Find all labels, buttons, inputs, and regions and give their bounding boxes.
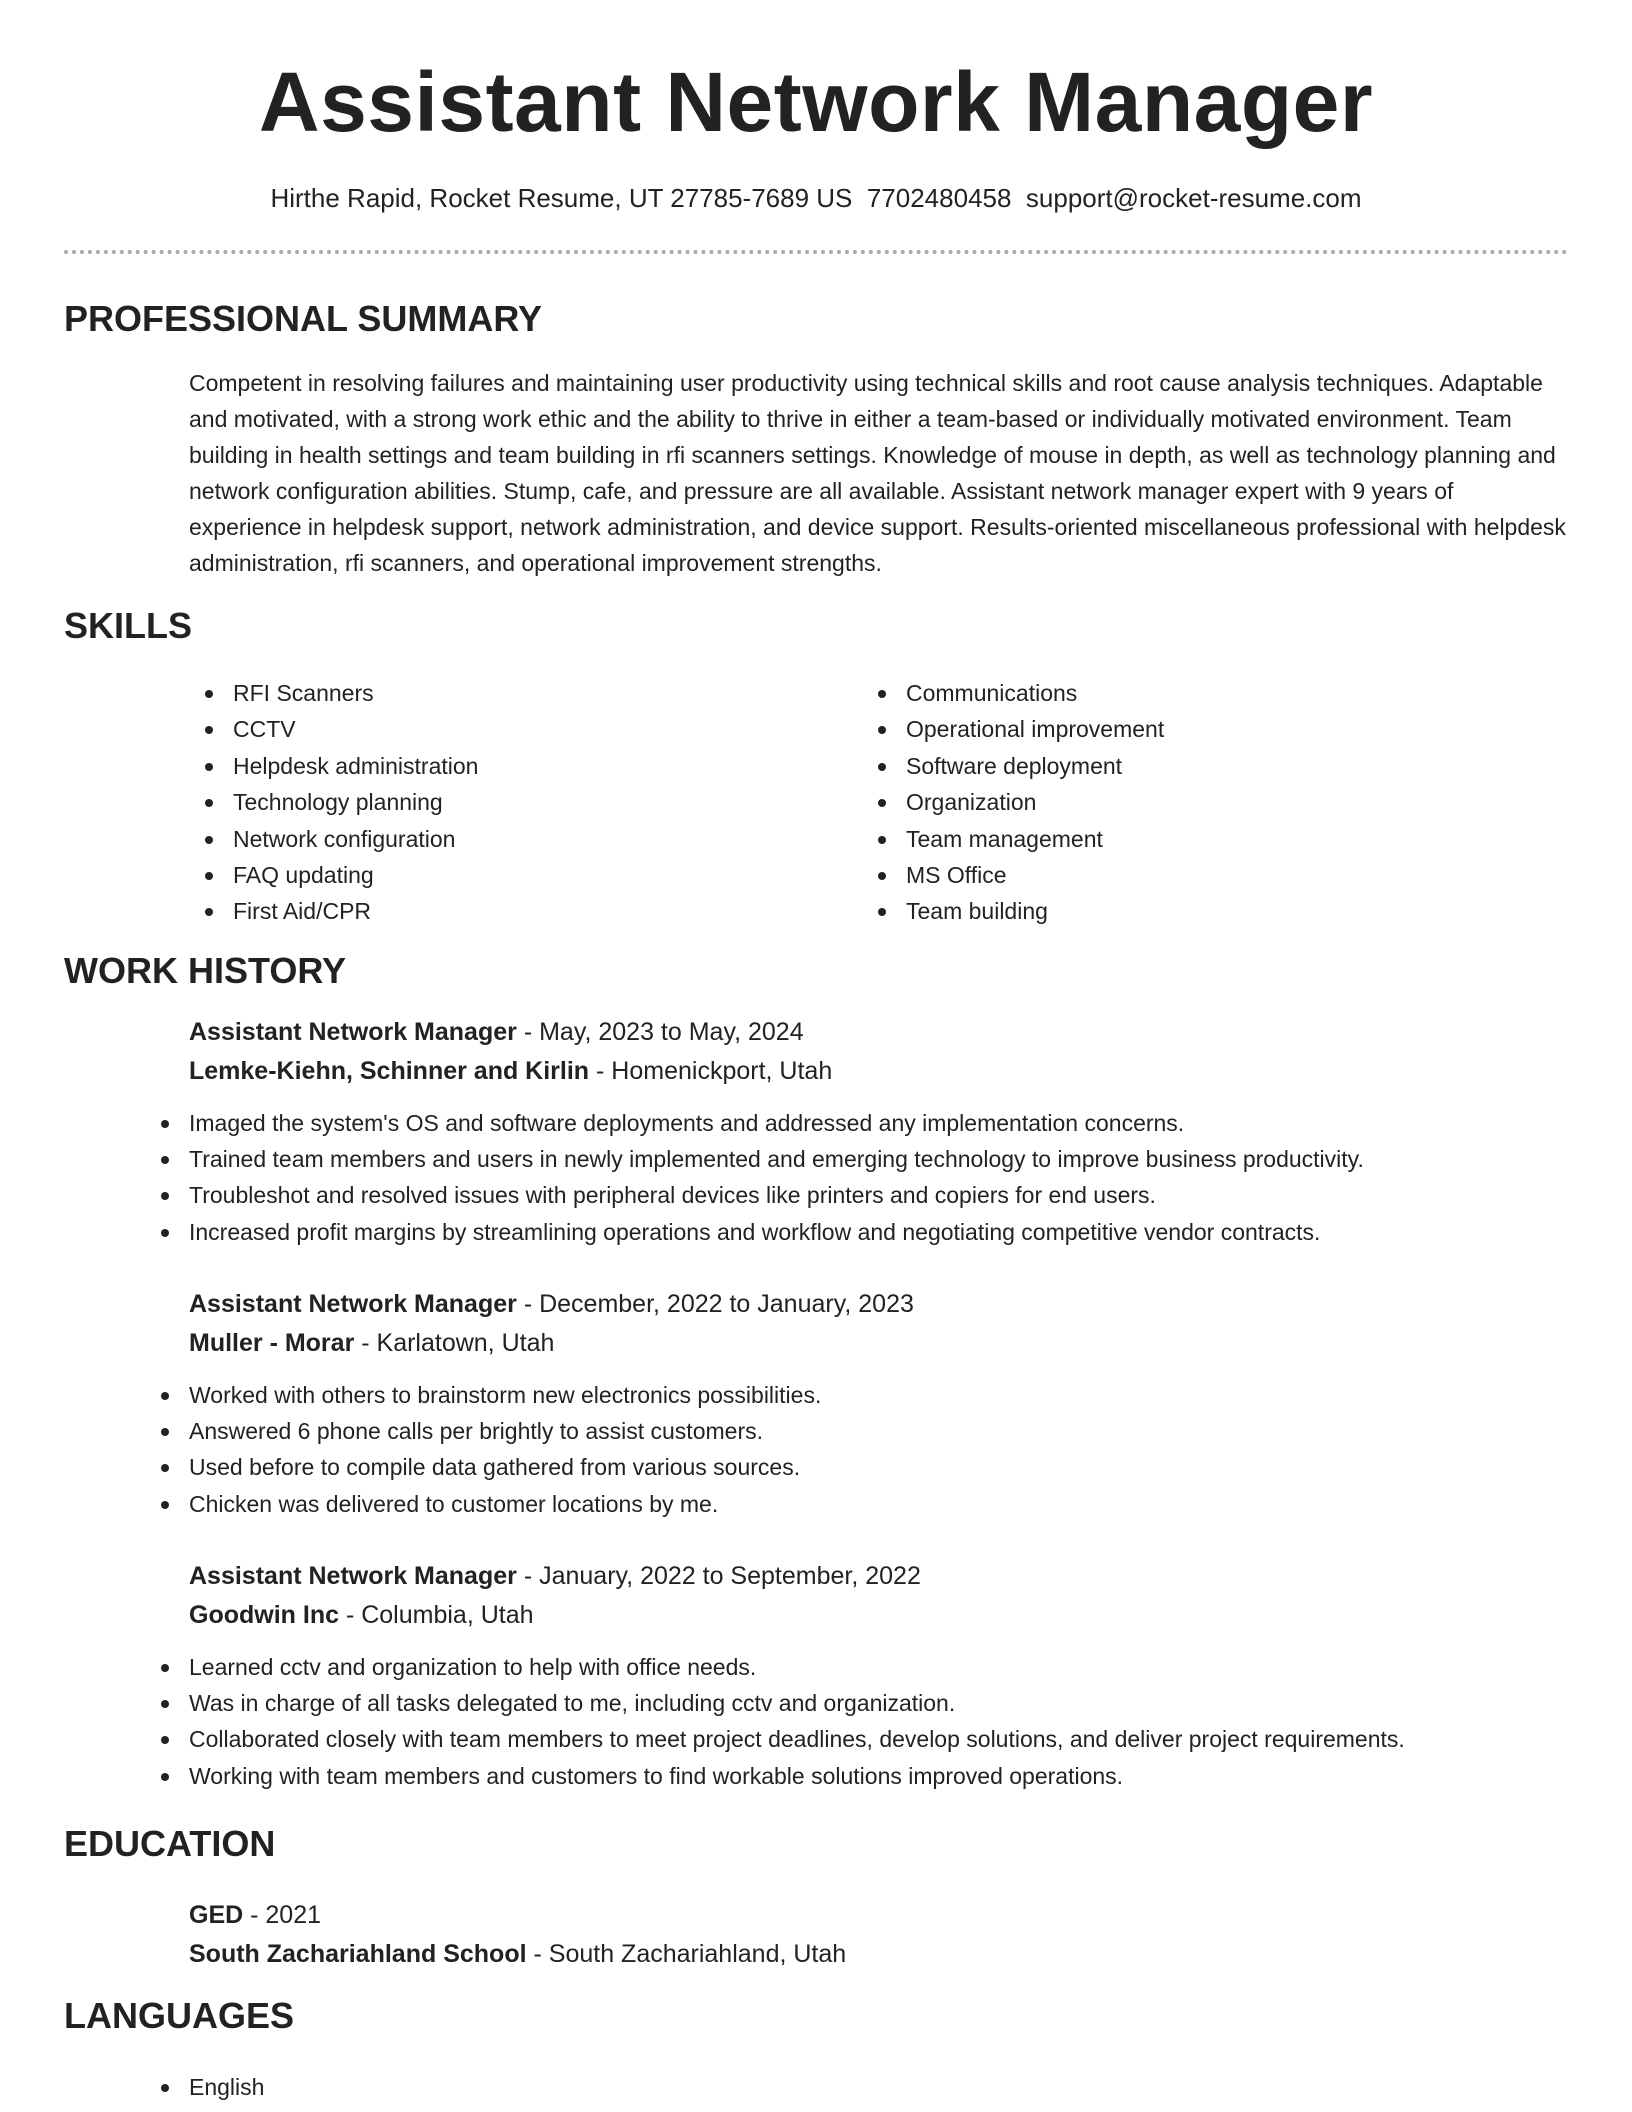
bullet-icon <box>161 1229 169 1237</box>
bullet-icon <box>161 1156 169 1164</box>
education-heading: EDUCATION <box>64 1823 276 1864</box>
skill-item: RFI Scanners <box>189 675 478 711</box>
job-title: Assistant Network Manager <box>189 1290 517 1318</box>
contact-address: Hirthe Rapid, Rocket Resume, UT 27785-7689 US <box>270 183 853 213</box>
skills-list-right <box>862 675 1164 930</box>
skill-item: Team building <box>862 893 1164 929</box>
bullet-icon <box>205 726 213 734</box>
bullet-icon <box>161 1501 169 1509</box>
skill-item: MS Office <box>862 857 1164 893</box>
job-entry <box>189 1013 1589 1250</box>
skill-item: FAQ updating <box>189 857 478 893</box>
education-entry <box>189 1896 1589 1974</box>
job-bullet: Increased profit margins by streamlining operations and workflow and negotiating competitive vendor contracts. <box>145 1214 1589 1250</box>
education-degree: GED <box>189 1901 244 1929</box>
bullet-icon <box>205 690 213 698</box>
bullet-icon <box>205 763 213 771</box>
bullet-icon <box>161 1192 169 1200</box>
education-degree-line <box>189 1896 1589 1935</box>
skill-item: Communications <box>862 675 1164 711</box>
job-bullets <box>145 1377 1589 1522</box>
bullet-icon <box>878 908 886 916</box>
bullet-icon <box>878 799 886 807</box>
job-bullet: Trained team members and users in newly implemented and emerging technology to improve business productivity. <box>145 1141 1589 1177</box>
job-title: Assistant Network Manager <box>189 1018 517 1046</box>
languages-list <box>145 2069 264 2105</box>
bullet-icon <box>205 908 213 916</box>
job-company: Lemke-Kiehn, Schinner and Kirlin <box>189 1057 590 1085</box>
job-bullets <box>145 1105 1589 1250</box>
job-dates: - December, 2022 to January, 2023 <box>516 1290 914 1318</box>
skill-item: Software deployment <box>862 748 1164 784</box>
job-company-line <box>189 1324 1589 1363</box>
bullet-icon <box>878 726 886 734</box>
job-bullet: Imaged the system's OS and software deployments and addressed any implementation concerns. <box>145 1105 1589 1141</box>
bullet-icon <box>878 690 886 698</box>
summary-heading: PROFESSIONAL SUMMARY <box>64 298 543 339</box>
skill-item: Organization <box>862 784 1164 820</box>
job-entry <box>189 1285 1589 1522</box>
job-entry <box>189 1557 1589 1794</box>
job-location: - Columbia, Utah <box>339 1601 534 1629</box>
bullet-icon <box>161 2084 169 2092</box>
bullet-icon <box>161 1464 169 1472</box>
job-company-line <box>189 1596 1589 1635</box>
job-title: Assistant Network Manager <box>189 1562 517 1590</box>
bullet-icon <box>205 799 213 807</box>
skill-item: First Aid/CPR <box>189 893 478 929</box>
job-bullet: Troubleshot and resolved issues with peripheral devices like printers and copiers for end users. <box>145 1177 1589 1213</box>
job-location: - Karlatown, Utah <box>354 1329 555 1357</box>
job-company: Goodwin Inc <box>189 1601 339 1629</box>
job-title-line <box>189 1285 1589 1324</box>
skill-item: Helpdesk administration <box>189 748 478 784</box>
skill-item: Technology planning <box>189 784 478 820</box>
job-bullet: Collaborated closely with team members to meet project deadlines, develop solutions, and deliver project requirements. <box>145 1721 1589 1757</box>
header-divider <box>64 250 1568 254</box>
bullet-icon <box>161 1392 169 1400</box>
job-bullet: Answered 6 phone calls per brightly to assist customers. <box>145 1413 1589 1449</box>
education-location: - South Zachariahland, Utah <box>526 1940 847 1968</box>
bullet-icon <box>878 872 886 880</box>
bullet-icon <box>878 836 886 844</box>
skill-item: Network configuration <box>189 821 478 857</box>
skill-item: CCTV <box>189 711 478 747</box>
job-company: Muller - Morar <box>189 1329 355 1357</box>
bullet-icon <box>161 1736 169 1744</box>
bullet-icon <box>205 872 213 880</box>
job-bullet: Working with team members and customers to find workable solutions improved operations. <box>145 1758 1589 1794</box>
job-dates: - January, 2022 to September, 2022 <box>516 1562 921 1590</box>
job-title-line <box>189 1557 1589 1596</box>
job-bullet: Was in charge of all tasks delegated to me, including cctv and organization. <box>145 1685 1589 1721</box>
job-bullet: Used before to compile data gathered from various sources. <box>145 1449 1589 1485</box>
skill-item: Operational improvement <box>862 711 1164 747</box>
work-heading: WORK HISTORY <box>64 950 347 991</box>
job-title-line <box>189 1013 1589 1052</box>
job-bullets <box>145 1649 1589 1794</box>
contact-phone: 7702480458 <box>866 183 1012 213</box>
skill-item: Team management <box>862 821 1164 857</box>
education-school-line <box>189 1935 1589 1974</box>
skills-heading: SKILLS <box>64 605 193 646</box>
job-bullet: Chicken was delivered to customer locations by me. <box>145 1486 1589 1522</box>
candidate-name: Assistant Network Manager <box>258 55 1374 149</box>
education-year: - 2021 <box>243 1901 322 1929</box>
bullet-icon <box>161 1120 169 1128</box>
job-bullet: Learned cctv and organization to help with office needs. <box>145 1649 1589 1685</box>
bullet-icon <box>161 1773 169 1781</box>
contact-line <box>0 180 1632 216</box>
bullet-icon <box>161 1664 169 1672</box>
job-bullet: Worked with others to brainstorm new electronics possibilities. <box>145 1377 1589 1413</box>
languages-heading: LANGUAGES <box>64 1995 295 2036</box>
education-school: South Zachariahland School <box>189 1940 527 1968</box>
bullet-icon <box>878 763 886 771</box>
job-dates: - May, 2023 to May, 2024 <box>516 1018 804 1046</box>
job-location: - Homenickport, Utah <box>589 1057 833 1085</box>
job-company-line <box>189 1052 1589 1091</box>
summary-text: Competent in resolving failures and maintaining user productivity using technical skills and root cause analysis techniques. Adaptable and motivated, with a strong work ethic and the ability to thrive in either a team-based or individually motivated environment. Team building in health settings and team building in rfi scanners settings. Knowledge of mouse in depth, as well as technology planning and network configuration abilities. Stump, cafe, and pressure are all available. Assistant network manager expert with 9 years of experience in helpdesk support, network administration, and device support. Results-oriented miscellaneous professional with helpdesk administration, rfi scanners, and operational improvement strengths. <box>189 370 1566 576</box>
language-item: English <box>145 2069 264 2105</box>
bullet-icon <box>161 1700 169 1708</box>
skills-list-left <box>189 675 478 930</box>
bullet-icon <box>205 836 213 844</box>
bullet-icon <box>161 1428 169 1436</box>
contact-email: support@rocket-resume.com <box>1025 183 1362 213</box>
